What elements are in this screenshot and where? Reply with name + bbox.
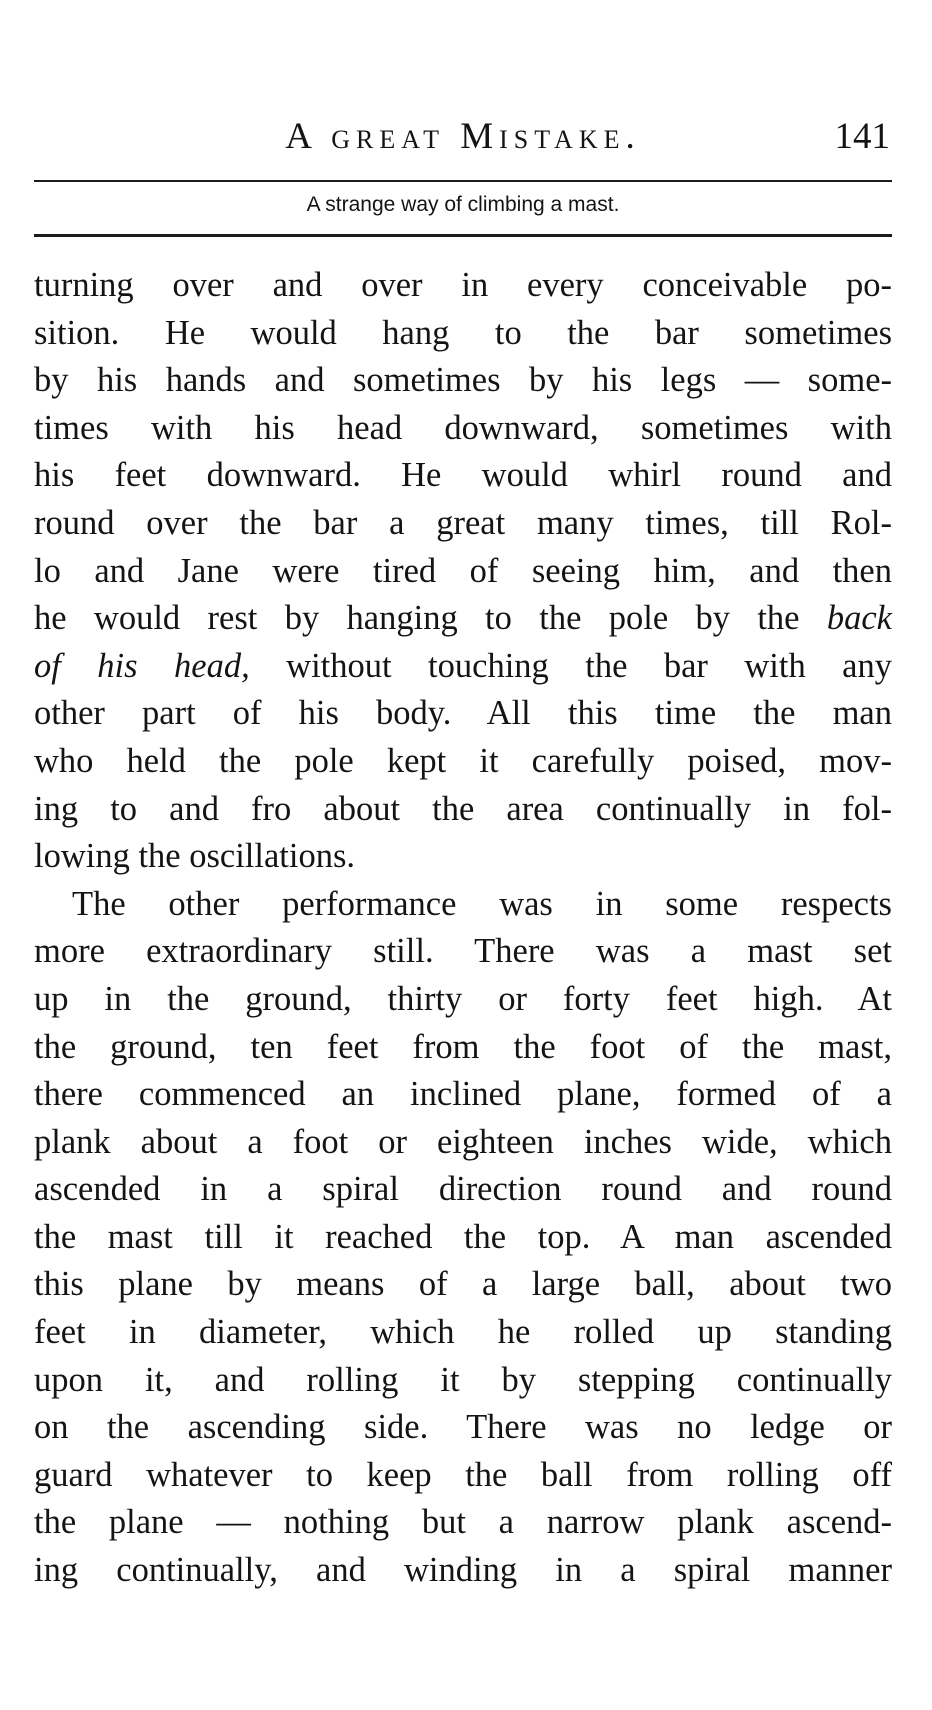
text-line: the plane — nothing but a narrow plank ascend-	[34, 1503, 892, 1542]
running-title: A great Mistake.	[285, 116, 641, 157]
header-rule-bottom	[34, 234, 892, 237]
text-line-part: he would rest by hanging to the pole by the	[34, 599, 827, 638]
text-line: more extraordinary still. There was a mast set	[34, 932, 892, 971]
text-line	[34, 595, 892, 643]
text-line: the ground, ten feet from the foot of the mast,	[34, 1027, 892, 1066]
running-head	[34, 112, 892, 162]
text-line: up in the ground, thirty or forty feet high. At	[34, 979, 892, 1018]
text-line: plank about a foot or eighteen inches wide, which	[34, 1122, 892, 1161]
italic-emphasis: back	[826, 599, 892, 638]
text-line: other part of his body. All this time the man	[34, 694, 892, 733]
text-line: this plane by means of a large ball, about two	[34, 1265, 892, 1304]
text-line: The other performance was in some respects	[72, 884, 892, 923]
text-line: lo and Jane were tired of seeing him, and then	[34, 551, 892, 590]
text-line: there commenced an inclined plane, formed of a	[34, 1075, 892, 1114]
paragraph-1	[34, 262, 892, 881]
text-line: feet in diameter, which he rolled up standing	[34, 1313, 892, 1352]
text-line: his feet downward. He would whirl round and	[34, 456, 892, 495]
header-rule-top	[34, 180, 892, 182]
text-line: ing continually, and winding in a spiral manner	[34, 1551, 892, 1590]
section-subheading: A strange way of climbing a mast.	[306, 193, 620, 216]
text-line: sition. He would hang to the bar sometimes	[34, 313, 892, 352]
text-line: guard whatever to keep the ball from rolling off	[34, 1455, 892, 1494]
body-text	[34, 262, 892, 1595]
text-line: who held the pole kept it carefully poised, mov-	[34, 741, 892, 780]
text-line: lowing the oscillations.	[34, 837, 356, 876]
text-line: turning over and over in every conceivable po-	[34, 266, 892, 304]
italic-emphasis: of his head,	[34, 646, 250, 685]
text-line	[34, 643, 892, 691]
page-number: 141	[834, 116, 890, 157]
text-line: upon it, and rolling it by stepping continually	[34, 1360, 892, 1399]
text-line: times with his head downward, sometimes with	[34, 408, 892, 447]
text-line: on the ascending side. There was no ledge or	[34, 1408, 892, 1447]
text-line-part: without touching the bar with any	[249, 646, 892, 685]
text-line: the mast till it reached the top. A man ascended	[34, 1217, 892, 1256]
text-line: by his hands and sometimes by his legs — some-	[34, 361, 892, 400]
text-line: round over the bar a great many times, till Rol-	[34, 503, 892, 542]
paragraph-2	[34, 881, 892, 1595]
text-line: ing to and fro about the area continually in fol-	[34, 789, 892, 828]
text-line: ascended in a spiral direction round and round	[34, 1170, 892, 1209]
